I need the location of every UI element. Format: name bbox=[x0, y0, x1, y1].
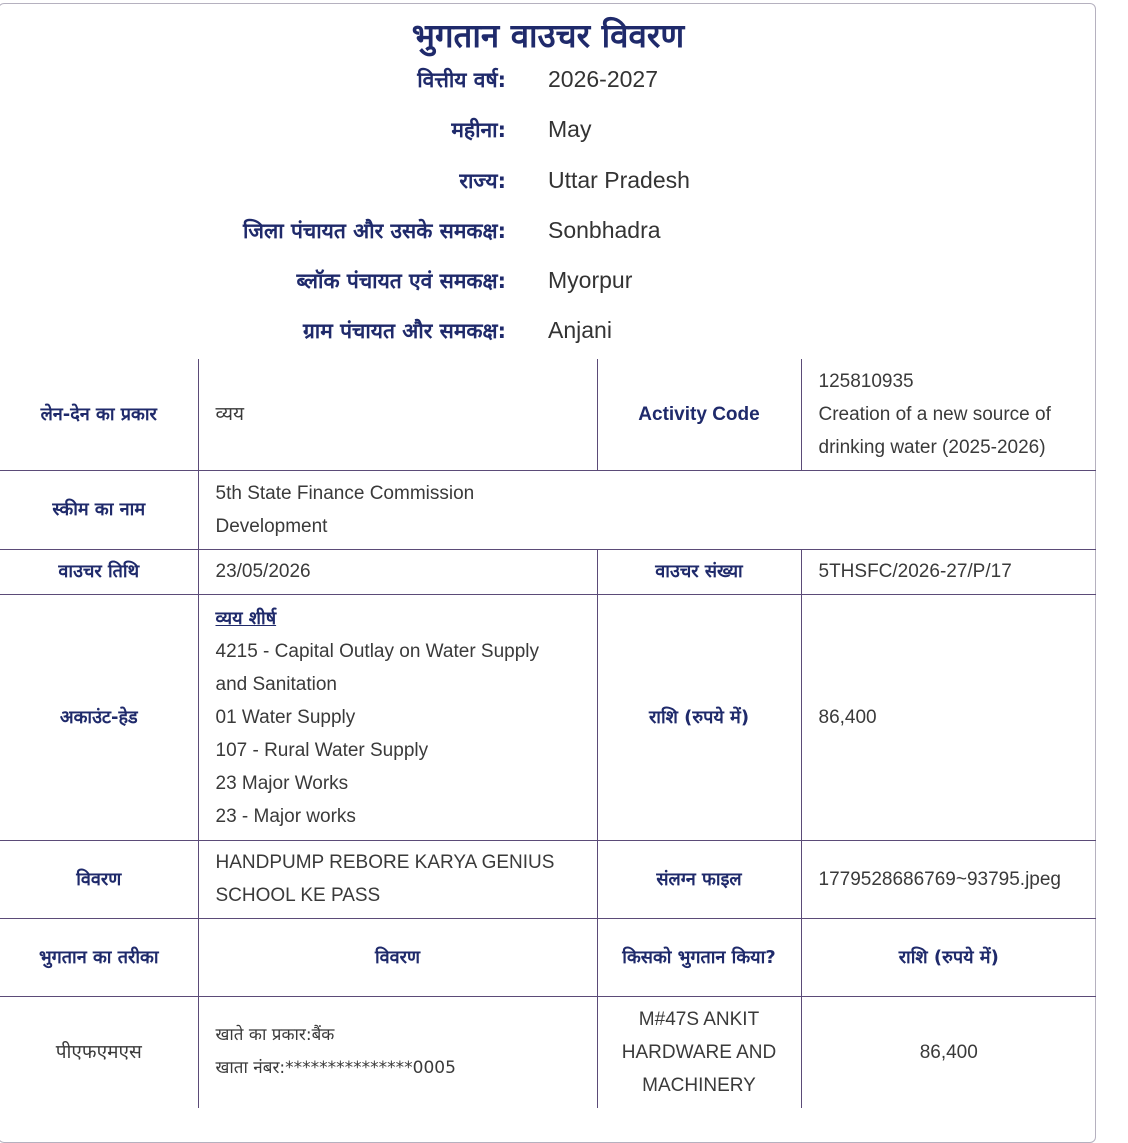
voucher-table bbox=[0, 359, 1096, 1108]
scheme-value-line-1: 5th State Finance Commission bbox=[215, 482, 475, 504]
month-row bbox=[0, 116, 1096, 156]
description-label: विवरण bbox=[0, 840, 198, 918]
activity-code-desc-1: Creation of a new source of bbox=[818, 403, 1051, 425]
scheme-value bbox=[198, 470, 1096, 549]
voucher-number-label: वाउचर संख्या bbox=[597, 549, 801, 594]
payment-details-value bbox=[198, 996, 597, 1108]
account-head-line: 23 Major Works bbox=[215, 772, 349, 794]
description-line-1: HANDPUMP REBORE KARYA GENIUS bbox=[215, 852, 555, 873]
state-value: Uttar Pradesh bbox=[548, 167, 690, 193]
block-row bbox=[0, 267, 1096, 307]
payment-amount-value: 86,400 bbox=[801, 996, 1096, 1108]
month-value: May bbox=[548, 116, 592, 142]
account-head-line: 107 - Rural Water Supply bbox=[215, 739, 429, 761]
account-head-value bbox=[198, 594, 597, 840]
payment-row bbox=[0, 996, 1096, 1108]
account-type: खाते का प्रकार:बैंक bbox=[215, 1025, 335, 1046]
payment-header-row bbox=[0, 918, 1096, 996]
table-row bbox=[0, 840, 1096, 918]
attachment-label: संलग्न फाइल bbox=[597, 840, 801, 918]
district-label: जिला पंचायत और उसके समकक्ष: bbox=[242, 219, 506, 243]
account-head-line: 01 Water Supply bbox=[215, 706, 356, 728]
account-number: खाता नंबर:***************0005 bbox=[215, 1058, 456, 1079]
voucher-date-label: वाउचर तिथि bbox=[0, 549, 198, 594]
voucher-number-value: 5THSFC/2026-27/P/17 bbox=[801, 549, 1096, 594]
payee-value bbox=[597, 996, 801, 1108]
page-title: भुगतान वाउचर विवरण bbox=[411, 16, 685, 55]
table-row bbox=[0, 594, 1096, 840]
activity-code-value bbox=[801, 359, 1096, 470]
activity-code-number: 125810935 bbox=[818, 370, 914, 392]
state-row bbox=[0, 167, 1096, 207]
gram-panchayat-value: Anjani bbox=[548, 317, 612, 343]
account-head-line: 4215 - Capital Outlay on Water Supply bbox=[215, 640, 540, 662]
attachment-link[interactable]: 1779528686769~93795.jpeg bbox=[801, 840, 1096, 918]
payment-method-header: भुगतान का तरीका bbox=[0, 918, 198, 996]
transaction-type-value: व्यय bbox=[198, 359, 597, 470]
account-head-label: अकाउंट-हेड bbox=[0, 594, 198, 840]
table-row bbox=[0, 470, 1096, 549]
account-head-title: व्यय शीर्ष bbox=[215, 607, 277, 629]
voucher-date-value: 23/05/2026 bbox=[198, 549, 597, 594]
district-row bbox=[0, 217, 1096, 257]
payment-details-header: विवरण bbox=[198, 918, 597, 996]
state-label: राज्य: bbox=[459, 169, 506, 193]
payment-method-value: पीएफएमएस bbox=[0, 996, 198, 1108]
account-head-line: 23 - Major works bbox=[215, 805, 356, 827]
block-value: Myorpur bbox=[548, 267, 633, 293]
block-label: ब्लॉक पंचायत एवं समकक्ष: bbox=[296, 269, 506, 293]
district-value: Sonbhadra bbox=[548, 217, 661, 243]
financial-year-row bbox=[0, 66, 1096, 106]
scheme-label: स्कीम का नाम bbox=[0, 470, 198, 549]
financial-year-label: वित्तीय वर्ष: bbox=[417, 68, 506, 92]
transaction-type-label: लेन-देन का प्रकार bbox=[0, 359, 198, 470]
payee-line-3: MACHINERY bbox=[642, 1074, 756, 1096]
gram-panchayat-row bbox=[0, 317, 1096, 357]
amount-label: राशि (रुपये में) bbox=[597, 594, 801, 840]
description-value bbox=[198, 840, 597, 918]
payee-line-1: M#47S ANKIT bbox=[638, 1008, 760, 1030]
description-line-2: SCHOOL KE PASS bbox=[215, 885, 381, 906]
payee-line-2: HARDWARE AND bbox=[621, 1041, 777, 1063]
financial-year-value: 2026-2027 bbox=[548, 66, 658, 92]
activity-code-label: Activity Code bbox=[597, 359, 801, 470]
payee-header: किसको भुगतान किया? bbox=[597, 918, 801, 996]
activity-code-desc-2: drinking water (2025-2026) bbox=[818, 436, 1046, 458]
table-row bbox=[0, 549, 1096, 594]
month-label: महीना: bbox=[451, 118, 506, 142]
account-head-line: and Sanitation bbox=[215, 673, 337, 695]
scheme-value-line-2: Development bbox=[215, 515, 328, 537]
gram-panchayat-label: ग्राम पंचायत और समकक्ष: bbox=[302, 319, 506, 343]
payment-amount-header: राशि (रुपये में) bbox=[801, 918, 1096, 996]
table-row bbox=[0, 359, 1096, 470]
amount-value: 86,400 bbox=[801, 594, 1096, 840]
